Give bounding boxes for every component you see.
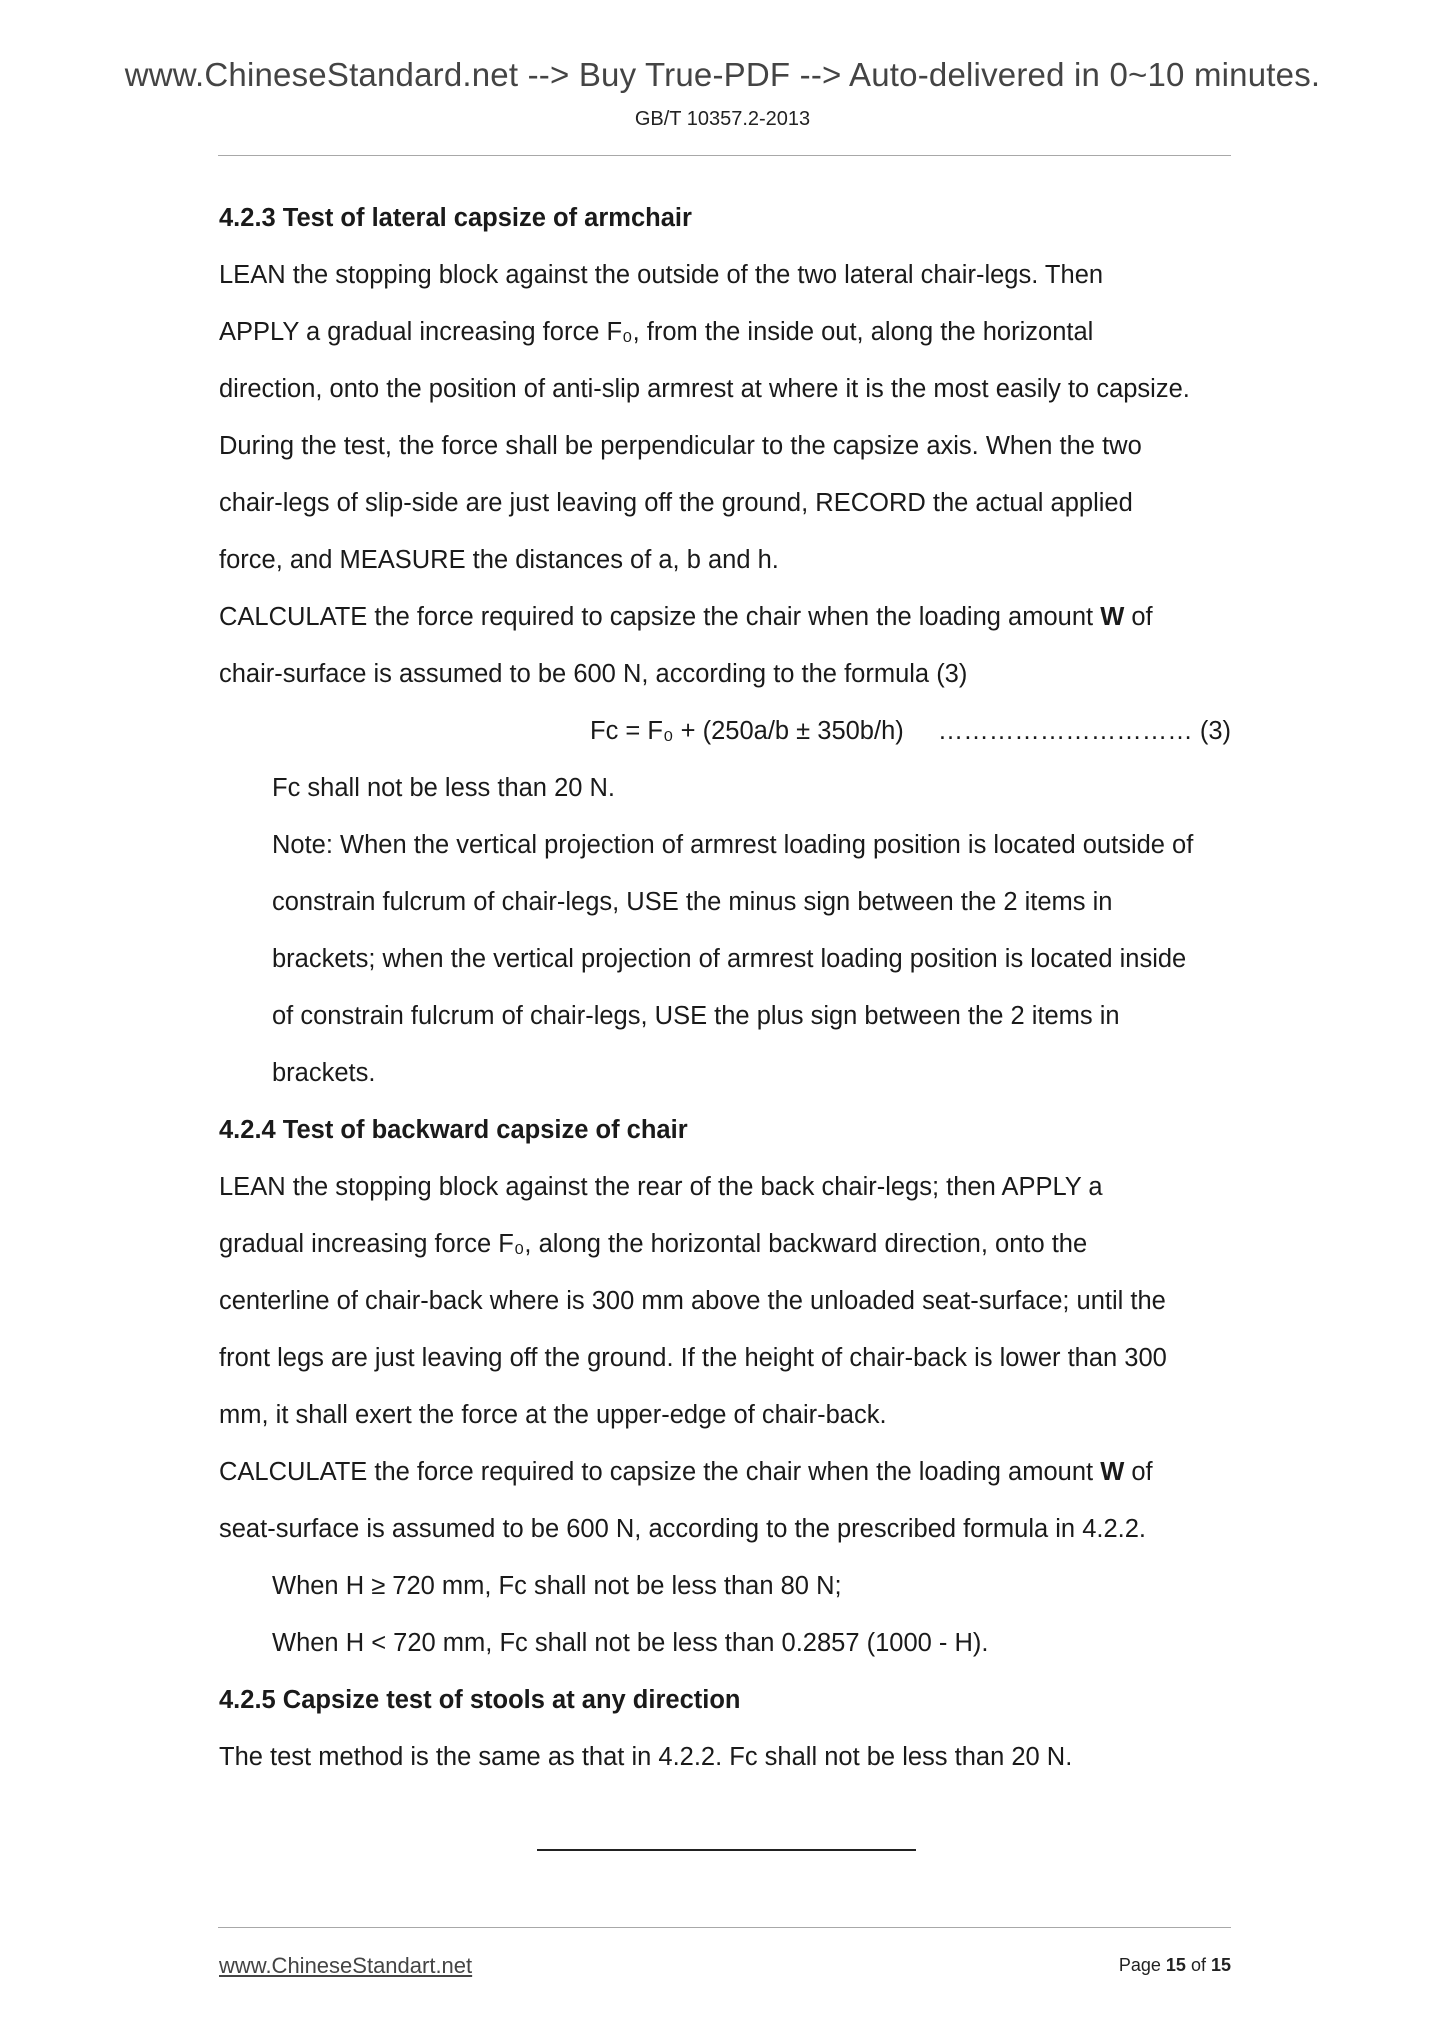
footer-website-link[interactable]: www.ChineseStandart.net	[219, 1953, 473, 1978]
note-line: constrain fulcrum of chair-legs, USE the minus sign between the 2 items in	[272, 888, 1113, 916]
paragraph-line: gradual increasing force F₀, along the horizontal backward direction, onto the	[219, 1230, 1088, 1258]
page-content	[219, 190, 1231, 1786]
page-label: Page	[1118, 1955, 1161, 1975]
calculate-paragraph-line	[219, 1444, 1231, 1501]
bold-w: W	[1100, 603, 1125, 631]
standard-code: GB/T 10357.2-2013	[634, 108, 811, 130]
section-heading-4-2-5: 4.2.5 Capsize test of stools at any direction	[219, 1686, 741, 1714]
page-number	[1119, 1955, 1231, 1976]
section-heading-4-2-4: 4.2.4 Test of backward capsize of chair	[219, 1116, 688, 1144]
note-line: brackets.	[272, 1059, 376, 1087]
section-heading-4-2-3: 4.2.3 Test of lateral capsize of armchair	[219, 204, 692, 232]
requirement-line: Fc shall not be less than 20 N.	[272, 774, 616, 802]
page-total: 15	[1210, 1955, 1231, 1975]
note-line: Note: When the vertical projection of armrest loading position is located outside of	[272, 831, 1194, 859]
paragraph-line: mm, it shall exert the force at the upper-edge of chair-back.	[219, 1401, 887, 1429]
paragraph-line: During the test, the force shall be perpendicular to the capsize axis. When the two	[219, 432, 1142, 460]
paragraph-line: force, and MEASURE the distances of a, b and h.	[219, 546, 779, 574]
formula-3	[219, 703, 1231, 760]
text-span: of	[1124, 1458, 1153, 1486]
page-of: of	[1190, 1955, 1206, 1975]
condition-line: When H < 720 mm, Fc shall not be less than 0.2857 (1000 - H).	[272, 1629, 989, 1657]
header-rule	[218, 155, 1231, 156]
formula-expression: Fc = F₀ + (250a/b ± 350b/h)	[590, 717, 904, 745]
paragraph-line: chair-legs of slip-side are just leaving off the ground, RECORD the actual applied	[219, 489, 1133, 517]
paragraph-line: seat-surface is assumed to be 600 N, according to the prescribed formula in 4.2.2.	[219, 1515, 1146, 1543]
paragraph-line: chair-surface is assumed to be 600 N, according to the formula (3)	[219, 660, 968, 688]
calculate-paragraph-line	[219, 589, 1231, 646]
formula-number: ………………………… (3)	[937, 717, 1231, 745]
text-span: of	[1124, 603, 1153, 631]
paragraph-line: centerline of chair-back where is 300 mm above the unloaded seat-surface; until the	[219, 1287, 1166, 1315]
condition-line: When H ≥ 720 mm, Fc shall not be less than 80 N;	[272, 1572, 842, 1600]
bold-w: W	[1100, 1458, 1125, 1486]
page-current: 15	[1165, 1955, 1186, 1975]
paragraph-line: LEAN the stopping block against the outside of the two lateral chair-legs. Then	[219, 261, 1104, 289]
footer-rule	[218, 1927, 1231, 1928]
text-span: CALCULATE the force required to capsize the chair when the loading amount	[219, 1458, 1101, 1486]
paragraph-line: front legs are just leaving off the ground. If the height of chair-back is lower than 300	[219, 1344, 1167, 1372]
end-of-text-line	[537, 1849, 916, 1851]
note-line: of constrain fulcrum of chair-legs, USE the plus sign between the 2 items in	[272, 1002, 1120, 1030]
header-banner: www.ChineseStandard.net --> Buy True-PDF --> Auto-delivered in 0~10 minutes.	[124, 56, 1321, 93]
text-span: CALCULATE the force required to capsize the chair when the loading amount	[219, 603, 1101, 631]
paragraph-line: APPLY a gradual increasing force F₀, from the inside out, along the horizontal	[219, 318, 1094, 346]
paragraph-line: The test method is the same as that in 4.2.2. Fc shall not be less than 20 N.	[219, 1743, 1073, 1771]
paragraph-line: LEAN the stopping block against the rear of the back chair-legs; then APPLY a	[219, 1173, 1103, 1201]
paragraph-line: direction, onto the position of anti-slip armrest at where it is the most easily to capsize.	[219, 375, 1190, 403]
note-line: brackets; when the vertical projection of armrest loading position is located inside	[272, 945, 1187, 973]
